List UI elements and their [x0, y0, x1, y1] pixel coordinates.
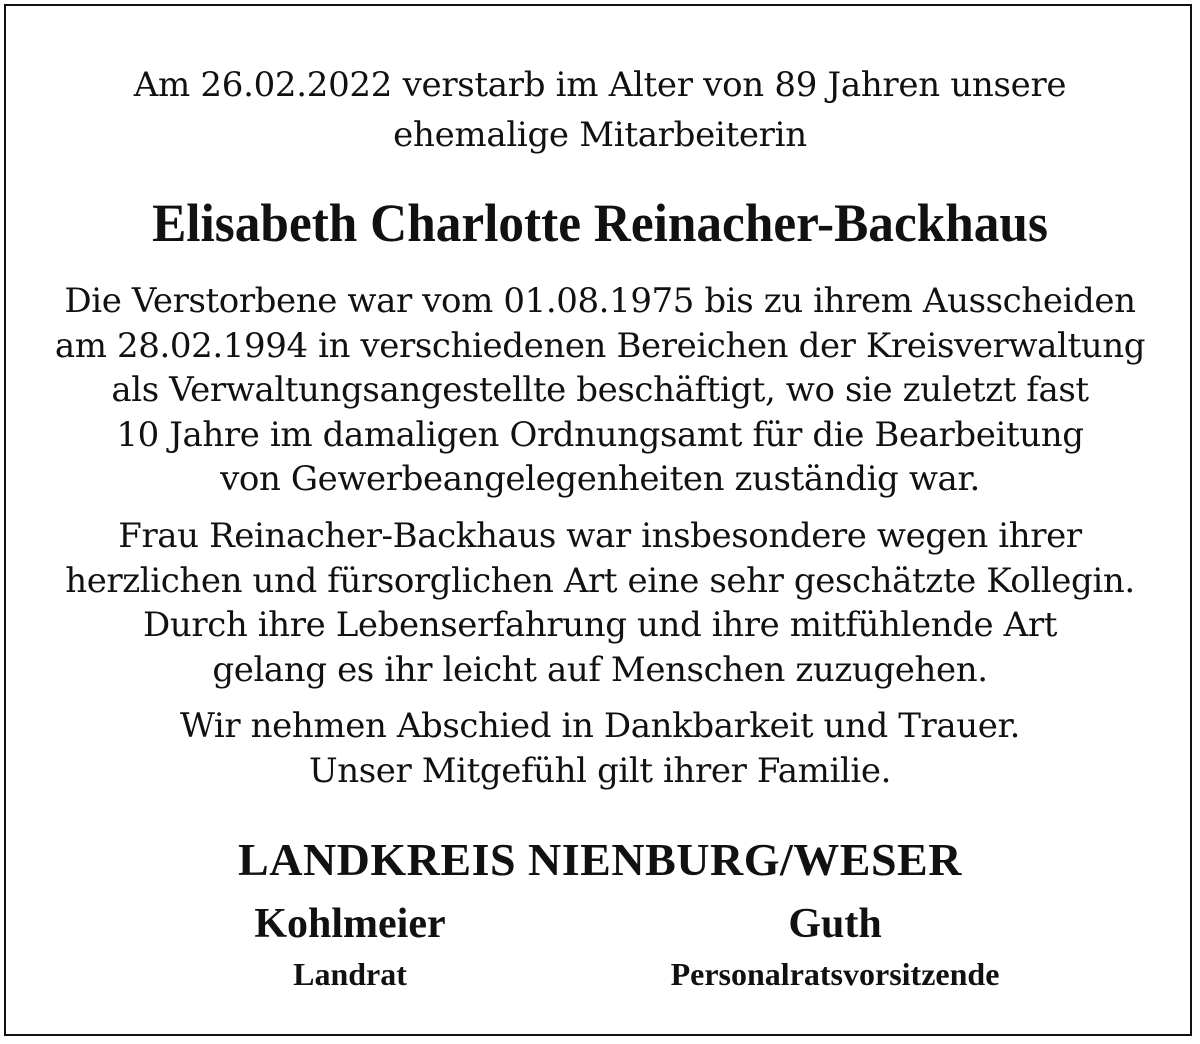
paragraph-line: Durch ihre Lebenserfahrung und ihre mitfühlende Art — [143, 605, 1057, 645]
intro-line: Am 26.02.2022 verstarb im Alter von 89 Jahren unsere — [133, 65, 1067, 105]
signatory-role: Landrat — [293, 956, 407, 992]
paragraph-line: als Verwaltungsangestellte beschäftigt, wo sie zuletzt fast — [111, 370, 1089, 410]
signatory-name: Guth — [788, 901, 882, 947]
career-paragraph — [0, 279, 1200, 502]
intro-line: ehemalige Mitarbeiterin — [393, 115, 807, 155]
deceased-name: Elisabeth Charlotte Reinacher-Backhaus — [152, 193, 1048, 253]
paragraph-line: gelang es ihr leicht auf Menschen zuzugehen. — [212, 649, 988, 690]
signatory-personalrat — [580, 898, 1090, 996]
paragraph-line: Frau Reinacher-Backhaus war insbesondere wegen ihrer — [118, 516, 1082, 556]
paragraph-line: am 28.02.1994 in verschiedenen Bereichen der Kreisverwaltung — [54, 325, 1146, 366]
paragraph-line: Die Verstorbene war vom 01.08.1975 bis zu ihrem Ausscheiden — [64, 281, 1136, 321]
tribute-paragraph — [0, 514, 1200, 692]
paragraph-line: von Gewerbeangelegenheiten zuständig war. — [220, 459, 980, 499]
signatory-role: Personalratsvorsitzende — [670, 956, 1000, 992]
paragraph-line: Unser Mitgefühl gilt ihrer Familie. — [308, 750, 891, 791]
intro-text — [0, 60, 1200, 160]
paragraph-line: 10 Jahre im damaligen Ordnungsamt für die Bearbeitung — [116, 414, 1084, 455]
organization-name: LANDKREIS NIENBURG/WESER — [238, 834, 962, 885]
paragraph-line: Wir nehmen Abschied in Dankbarkeit und Trauer. — [179, 706, 1021, 746]
paragraph-line: herzlichen und fürsorglichen Art eine sehr geschätzte Kollegin. — [65, 560, 1135, 601]
farewell-paragraph — [0, 704, 1200, 793]
signatory-name: Kohlmeier — [254, 901, 446, 947]
signatory-landrat — [200, 898, 500, 996]
